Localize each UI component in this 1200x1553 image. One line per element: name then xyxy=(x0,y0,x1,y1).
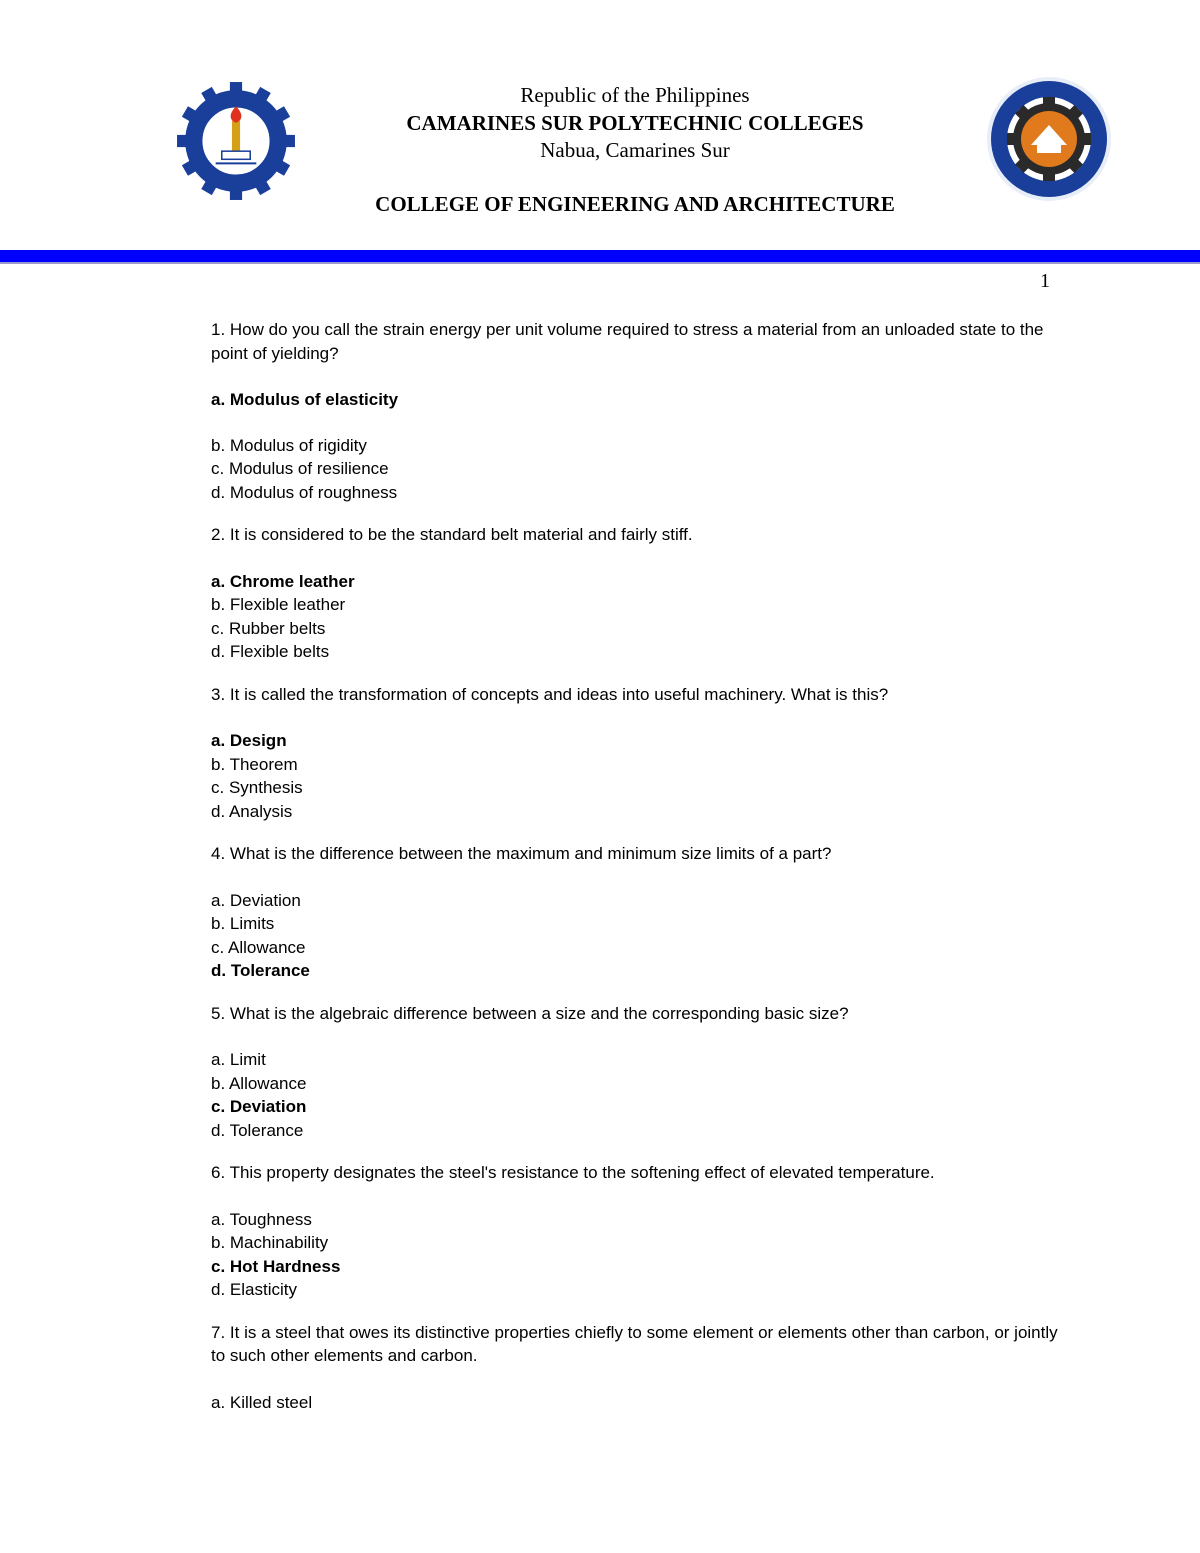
option-c: c. Synthesis xyxy=(211,778,303,797)
header-divider xyxy=(0,250,1200,262)
school-location: Nabua, Camarines Sur xyxy=(540,138,730,162)
option-b: b. Theorem xyxy=(211,754,298,774)
option-d: d. Elasticity xyxy=(211,1280,297,1299)
option-d: d. Modulus of roughness xyxy=(211,482,398,502)
option-c-answer: c. Deviation xyxy=(211,1097,307,1116)
header-divider-shadow xyxy=(0,262,1200,264)
option-a-answer: a. Modulus of elasticity xyxy=(211,390,399,409)
option-a: a. Deviation xyxy=(211,890,301,910)
option-a: a. Toughness xyxy=(211,1209,312,1229)
option-d: d. Tolerance xyxy=(211,1120,304,1140)
school-name: CAMARINES SUR POLYTECHNIC COLLEGES xyxy=(406,111,864,135)
option-d: d. Analysis xyxy=(211,801,293,821)
question-text: 2. It is considered to be the standard belt material and fairly stiff. xyxy=(211,525,693,544)
question-text: 4. What is the difference between the maximum and minimum size limits of a part? xyxy=(211,844,832,863)
option-b: b. Allowance xyxy=(211,1073,307,1093)
option-b: b. Flexible leather xyxy=(211,595,346,614)
question-text: 1. How do you call the strain energy per unit volume required to stress a material from an unloaded state to the point of yielding? xyxy=(211,320,1044,363)
question-text: 3. It is called the transformation of concepts and ideas into useful machinery. What is this? xyxy=(211,684,889,704)
question-text: 5. What is the algebraic difference between a size and the corresponding basic size? xyxy=(211,1003,849,1023)
option-c: c. Rubber belts xyxy=(211,618,326,638)
option-b: b. Modulus of rigidity xyxy=(211,435,367,455)
question-item xyxy=(211,1161,1061,1302)
option-a-answer: a. Chrome leather xyxy=(211,571,355,591)
option-a: a. Killed steel xyxy=(211,1392,313,1412)
republic-line: Republic of the Philippines xyxy=(520,83,750,107)
document-header xyxy=(0,80,1200,217)
question-item xyxy=(211,1002,1061,1143)
option-b: b. Machinability xyxy=(211,1233,329,1252)
option-c: c. Allowance xyxy=(211,937,306,957)
question-list xyxy=(211,318,1061,1433)
question-item xyxy=(211,1321,1061,1415)
option-c: c. Modulus of resilience xyxy=(211,459,389,478)
question-item xyxy=(211,842,1061,983)
option-a: a. Limit xyxy=(211,1050,266,1069)
option-d: d. Flexible belts xyxy=(211,642,330,661)
question-text: 6. This property designates the steel's resistance to the softening effect of elevated temperature. xyxy=(211,1163,935,1182)
page-number: 1 xyxy=(1040,270,1050,292)
question-text: 7. It is a steel that owes its distinctive properties chiefly to some element or elements other than carbon, or jointly to such other elements and carbon. xyxy=(211,1322,1058,1365)
option-a-answer: a. Design xyxy=(211,731,287,750)
option-b: b. Limits xyxy=(211,914,275,933)
question-item xyxy=(211,683,1061,824)
option-c-answer: c. Hot Hardness xyxy=(211,1256,341,1276)
question-item xyxy=(211,318,1061,504)
option-d-answer: d. Tolerance xyxy=(211,961,310,980)
question-item xyxy=(211,523,1061,664)
college-name: COLLEGE OF ENGINEERING AND ARCHITECTURE xyxy=(375,192,895,216)
